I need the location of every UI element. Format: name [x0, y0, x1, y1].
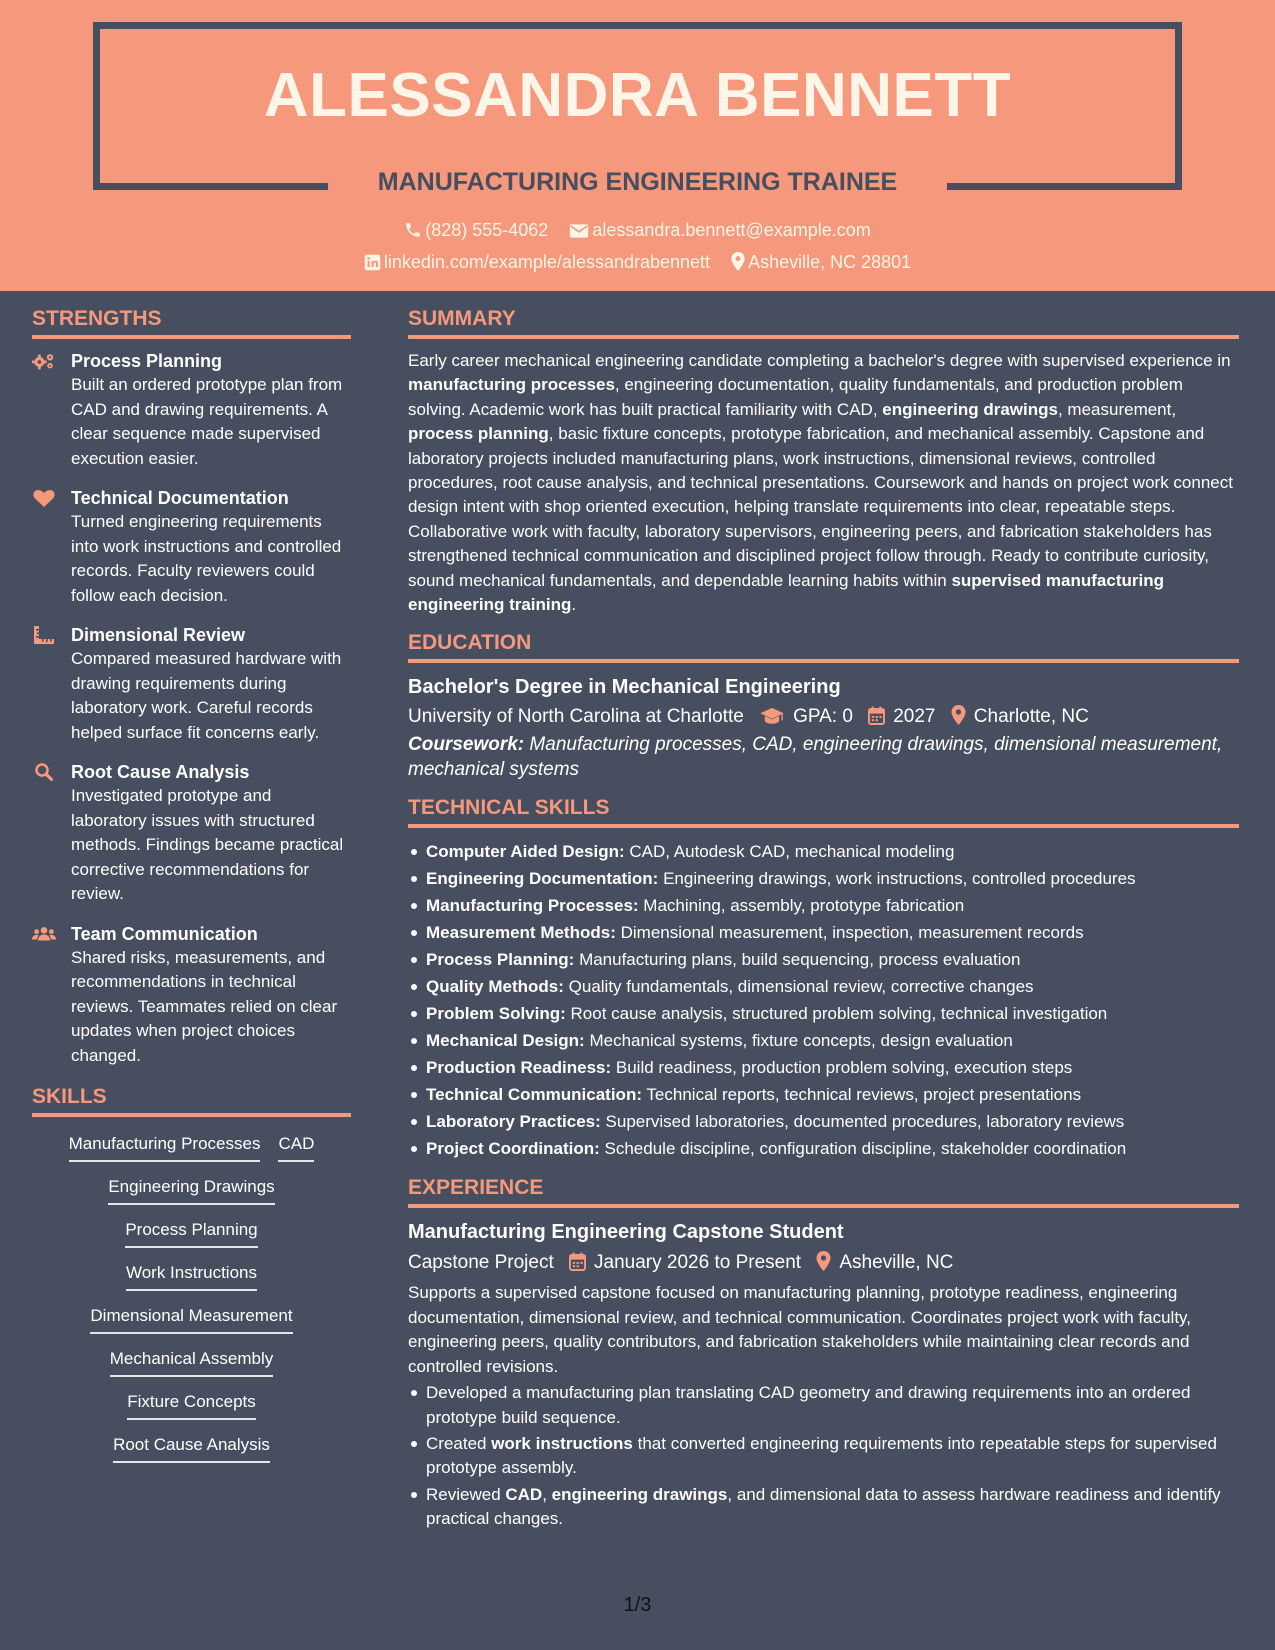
map-pin-icon: [816, 1251, 831, 1271]
skill-tag: Work Instructions: [126, 1260, 257, 1291]
technical-skill-item: Laboratory Practices: Supervised laboratories, documented procedures, laboratory reviews: [408, 1108, 1239, 1135]
contact-line-1: [0, 220, 1275, 241]
skill-tag: Dimensional Measurement: [90, 1303, 292, 1334]
graduation-cap-icon: [759, 707, 785, 725]
linkedin-url[interactable]: linkedin.com/example/alessandrabennett: [383, 252, 711, 272]
candidate-name: ALESSANDRA BENNETT: [263, 61, 1012, 130]
contact-line-2: [0, 252, 1275, 273]
skill-tag: Manufacturing Processes: [69, 1131, 261, 1162]
job-bullets: [408, 1381, 1239, 1531]
strength-description: Built an ordered prototype plan from CAD and drawing requirements. A clear sequence made supervised execution easier.: [71, 375, 343, 468]
strength-description: Turned engineering requirements into work instructions and controlled records. Faculty reviewers could follow each decision.: [71, 512, 342, 605]
linkedin-item: [364, 252, 715, 272]
skill-tag: Process Planning: [125, 1217, 257, 1248]
search-icon: [32, 762, 56, 782]
strength-title: Dimensional Review: [71, 625, 246, 645]
location-item: [731, 252, 911, 272]
map-pin-icon: [951, 705, 966, 725]
strength-title: Technical Documentation: [71, 488, 289, 508]
strength-item: [32, 486, 351, 608]
job-title: Manufacturing Engineering Capstone Student: [408, 1221, 844, 1244]
degree-title: Bachelor's Degree in Mechanical Engineering: [408, 676, 841, 699]
calendar-icon: [569, 1252, 586, 1271]
summary-heading: SUMMARY: [408, 307, 1239, 339]
technical-skill-item: Quality Methods: Quality fundamentals, dimensional review, corrective changes: [408, 973, 1239, 1000]
technical-skill-item: Problem Solving: Root cause analysis, structured problem solving, technical investigation: [408, 1000, 1239, 1027]
job-dates: January 2026 to Present: [594, 1252, 802, 1274]
linkedin-icon: [364, 254, 381, 271]
right-column: [408, 307, 1239, 1532]
strength-item: [32, 623, 351, 745]
technical-skill-item: Technical Communication: Technical reports, technical reviews, project presentations: [408, 1081, 1239, 1108]
experience-heading: EXPERIENCE: [408, 1176, 1239, 1208]
coursework-list: Manufacturing processes, CAD, engineering drawings, dimensional measurement, mechanical systems: [408, 734, 1223, 780]
graduation-year: 2027: [893, 706, 936, 728]
gears-icon: [32, 351, 56, 371]
strength-item: [32, 349, 351, 471]
skill-tag: Root Cause Analysis: [113, 1432, 270, 1463]
skill-tag: Mechanical Assembly: [110, 1346, 273, 1377]
strength-description: Shared risks, measurements, and recommendations in technical reviews. Teammates relied on clear updates when project choices changed.: [71, 947, 338, 1065]
ruler-icon: [32, 625, 56, 645]
left-column: [32, 307, 351, 1475]
strengths-heading: STRENGTHS: [32, 307, 351, 339]
strength-description: Compared measured hardware with drawing requirements during laboratory work. Careful records helped surface fit concerns early.: [71, 649, 342, 742]
technical-skill-item: Measurement Methods: Dimensional measurement, inspection, measurement records: [408, 919, 1239, 946]
phone-icon: [404, 221, 422, 239]
candidate-role: MANUFACTURING ENGINEERING TRAINEE: [377, 168, 898, 196]
technical-skills-list: [408, 838, 1239, 1162]
phone-item: [404, 220, 553, 240]
job-organization: Capstone Project: [408, 1252, 554, 1274]
job-description: Supports a supervised capstone focused on manufacturing planning, prototype readiness, engineering documentation, dimensional review, and technical communication. Coordinates project work with faculty, engineering peers, quality contributors, and fabrication stakeholders while maintaining clear records and controlled revisions.: [408, 1283, 1192, 1376]
education-meta: [408, 701, 1239, 733]
technical-skill-item: Engineering Documentation: Engineering drawings, work instructions, controlled procedures: [408, 865, 1239, 892]
skills-list: [32, 1127, 351, 1463]
technical-skill-item: Manufacturing Processes: Machining, assembly, prototype fabrication: [408, 892, 1239, 919]
strength-title: Team Communication: [71, 923, 258, 944]
school-location: Charlotte, NC: [973, 706, 1089, 728]
strength-title: Process Planning: [71, 351, 223, 371]
coursework-label: Coursework:: [408, 734, 525, 756]
users-icon: [32, 924, 56, 944]
calendar-icon: [868, 706, 885, 725]
school-name: University of North Carolina at Charlotte: [408, 706, 744, 728]
email-address[interactable]: alessandra.bennett@example.com: [592, 220, 871, 240]
map-pin-icon: [731, 252, 745, 271]
gpa-value: GPA: 0: [793, 706, 853, 728]
strength-item: [32, 760, 351, 907]
job-bullet: Reviewed CAD, engineering drawings, and dimensional data to assess hardware readiness and identify practical changes.: [408, 1483, 1239, 1532]
skill-tag: Engineering Drawings: [108, 1174, 274, 1205]
strength-item: [32, 922, 351, 1069]
technical-skill-item: Production Readiness: Build readiness, production problem solving, execution steps: [408, 1054, 1239, 1081]
phone-number[interactable]: (828) 555-4062: [425, 220, 549, 240]
technical-skill-item: Computer Aided Design: CAD, Autodesk CAD, mechanical modeling: [408, 838, 1239, 865]
job-location: Asheville, NC: [839, 1252, 954, 1274]
heart-icon: [32, 488, 56, 508]
skill-tag: Fixture Concepts: [127, 1389, 256, 1420]
location-text: Asheville, NC 28801: [748, 252, 912, 272]
technical-skill-item: Project Coordination: Schedule discipline, configuration discipline, stakeholder coordination: [408, 1135, 1239, 1162]
job-meta: [408, 1246, 1239, 1279]
summary-text: Early career mechanical engineering candidate completing a bachelor's degree with supervised experience in manufacturing processes, engineering documentation, quality fundamentals, and production problem solving. Academic work has built practical familiarity with CAD, engineering drawings, measurement, process planning, basic fixture concepts, prototype fabrication, and mechanical assembly. Capstone and laboratory projects included manufacturing plans, work instructions, dimensional reviews, controlled procedures, root cause analysis, and technical presentations. Coursework and hands on project work connect design intent with shop oriented execution, helping translate requirements into clear, repeatable steps. Collaborative work with faculty, laboratory supervisors, engineering peers, and fabrication stakeholders has strengthened technical communication and disciplined project follow through. Ready to contribute curiosity, sound mechanical fundamentals, and dependable learning habits within supervised manufacturing engineering training.: [408, 351, 1233, 615]
strength-description: Investigated prototype and laboratory issues with structured methods. Findings became practical corrective recommendations for review.: [71, 786, 344, 903]
technical-skill-item: Process Planning: Manufacturing plans, build sequencing, process evaluation: [408, 946, 1239, 973]
page-number: 1/3: [623, 1594, 652, 1616]
skill-tag: CAD: [278, 1131, 314, 1162]
email-item: [569, 220, 870, 240]
technical-skill-item: Mechanical Design: Mechanical systems, fixture concepts, design evaluation: [408, 1027, 1239, 1054]
job-bullet: Developed a manufacturing plan translating CAD geometry and drawing requirements into an ordered prototype build sequence.: [408, 1381, 1239, 1430]
resume-header: [0, 0, 1275, 291]
technical-skills-heading: TECHNICAL SKILLS: [408, 796, 1239, 828]
skills-heading: SKILLS: [32, 1085, 351, 1117]
strength-title: Root Cause Analysis: [71, 762, 250, 782]
job-bullet: Created work instructions that converted engineering requirements into repeatable steps for supervised prototype assembly.: [408, 1432, 1239, 1481]
coursework: [408, 733, 1239, 782]
envelope-icon: [569, 223, 589, 239]
education-heading: EDUCATION: [408, 631, 1239, 663]
